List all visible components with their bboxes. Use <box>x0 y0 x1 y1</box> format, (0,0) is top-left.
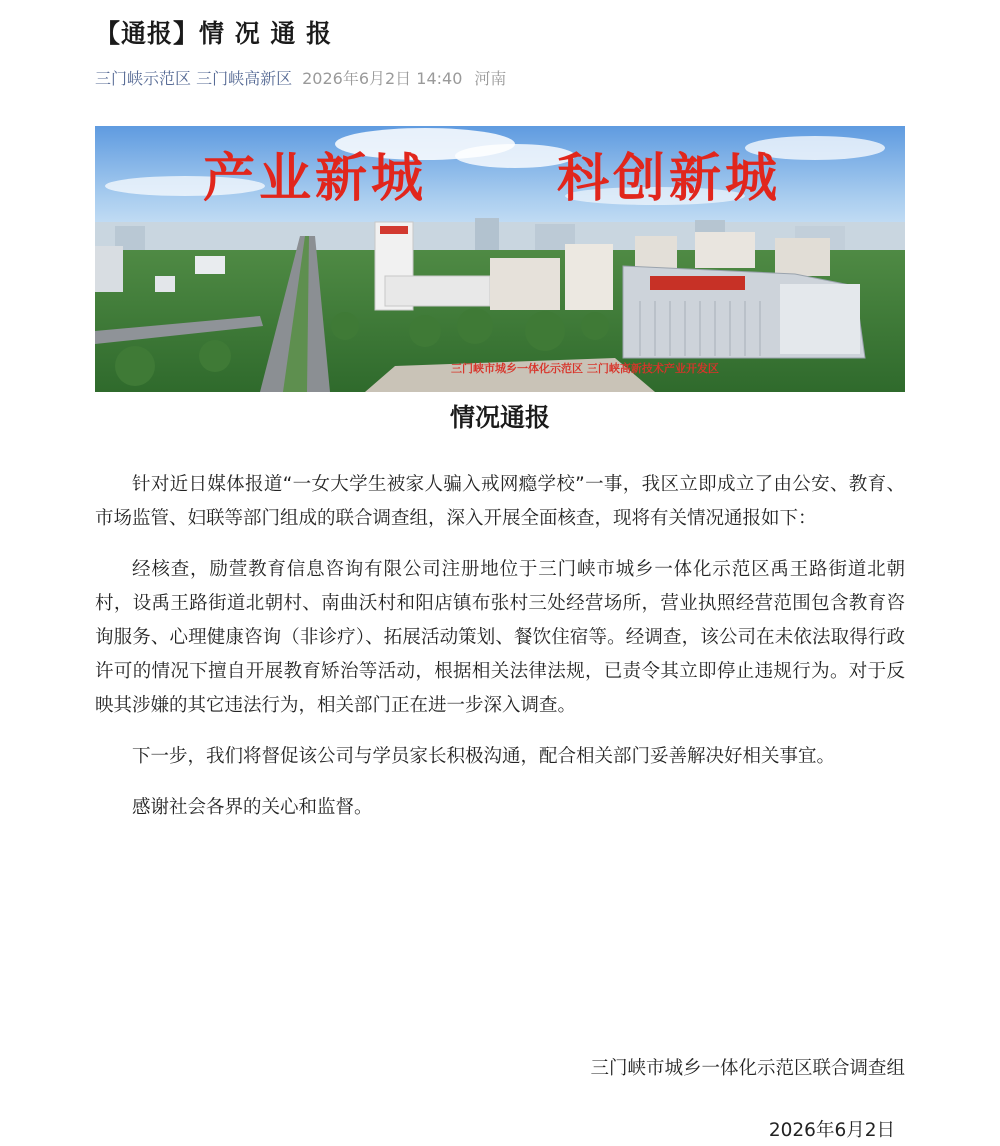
signature: 三门峡市城乡一体化示范区联合调查组 <box>590 1058 905 1079</box>
article-meta <box>95 66 506 89</box>
banner-caption: 三门峡市城乡一体化示范区 三门峡高新技术产业开发区 <box>451 362 719 375</box>
paragraph: 经核查，励萱教育信息咨询有限公司注册地位于三门峡市城乡一体化示范区禹王路街道北朝村，设禹王路街道北朝村、南曲沃村和阳店镇布张村三处经营场所，营业执照经营范围包含教育咨询服务、心理健康咨询（非诊疗）、拓展活动策划、餐饮住宿等。经调查，该公司在未依法取得行政许可的情况下擅自开展教育矫治等活动，根据相关法律法规，已责令其立即停止违规行为。对于反映其涉嫌的其它违法行为，相关部门正在进一步深入调查。 <box>95 559 905 716</box>
notice-body <box>95 468 905 842</box>
paragraph: 感谢社会各界的关心和监督。 <box>132 797 373 818</box>
article-title: 【通报】情 况 通 报 <box>95 19 333 48</box>
notice-heading: 情况通报 <box>449 403 550 432</box>
banner-slogan-right: 科创新城 <box>557 148 782 209</box>
banner-slogan-left: 产业新城 <box>203 148 428 209</box>
banner-image <box>95 126 905 392</box>
paragraph: 针对近日媒体报道“一女大学生被家人骗入戒网瘾学校”一事，我区立即成立了由公安、教育、市场监管、妇联等部门组成的联合调查组，深入开展全面核查，现将有关情况通报如下： <box>95 474 905 529</box>
publish-region: 河南 <box>474 69 507 88</box>
signature-date: 2026年6月2日 <box>768 1120 895 1141</box>
account-name-link[interactable]: 三门峡示范区 三门峡高新区 <box>95 69 293 88</box>
publish-time: 2026年6月2日 14:40 <box>302 69 463 88</box>
paragraph: 下一步，我们将督促该公司与学员家长积极沟通，配合相关部门妥善解决好相关事宜。 <box>132 746 836 767</box>
